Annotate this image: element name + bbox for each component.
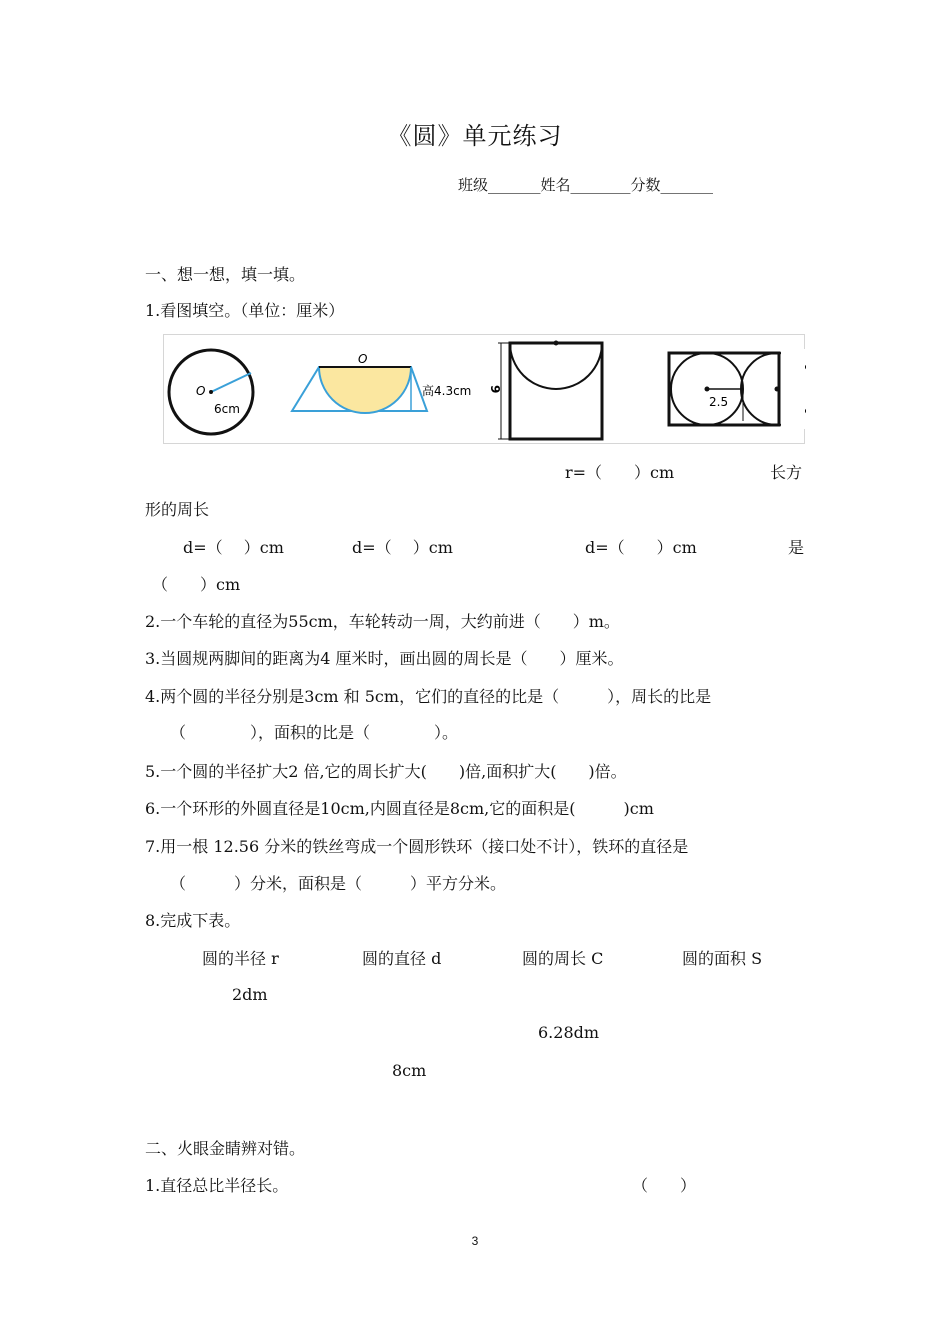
table-header-diameter: 圆的直径 d xyxy=(362,949,442,968)
page-title: 《圆》单元练习 xyxy=(387,122,563,150)
answer-is: 是 xyxy=(788,538,805,557)
true-false-answer-1: （ ） xyxy=(632,1176,697,1195)
page-number: 3 xyxy=(471,1234,479,1248)
table-cell-circumference: 6.28dm xyxy=(538,1023,600,1042)
question-4a: 4.两个圆的半径分别是3cm 和 5cm，它们的直径的比是（ ），周长的比是 xyxy=(145,687,712,706)
answer-rect-perimeter-b: 形的周长 xyxy=(145,500,210,519)
answer-cm: （ ）cm xyxy=(152,575,241,594)
fig2-center-label: O xyxy=(358,352,368,366)
figure-panel xyxy=(163,334,805,444)
question-7a: 7.用一根 12.56 分米的铁丝弯成一个圆形铁环（接口处不计），铁环的直径是 xyxy=(145,837,689,856)
answer-diameter-3: d=（ ）cm xyxy=(585,538,697,557)
fig2-height-label: 高4.3cm xyxy=(422,384,472,398)
fig1-radius-label: 6cm xyxy=(214,402,240,416)
question-6: 6.一个环形的外圆直径是10cm,内圆直径是8cm,它的面积是( )cm xyxy=(145,799,654,818)
true-false-question-1: 1.直径总比半径长。 xyxy=(145,1176,289,1195)
question-3: 3.当圆规两脚间的距离为4 厘米时，画出圆的周长是（ ）厘米。 xyxy=(145,649,624,668)
question-2: 2.一个车轮的直径为55cm，车轮转动一周，大约前进（ ）m。 xyxy=(145,612,620,631)
question-1: 1.看图填空。（单位：厘米） xyxy=(145,301,345,320)
semicircle-trapezoid-figure xyxy=(292,352,471,413)
fig1-center-label: O xyxy=(196,384,206,398)
table-header-radius: 圆的半径 r xyxy=(202,949,279,968)
answer-rect-perimeter-a: 长方 xyxy=(770,463,803,482)
answer-radius: r=（ ）cm xyxy=(565,463,675,482)
table-header-circumference: 圆的周长 C xyxy=(522,949,604,968)
fig3-side-label: 9 xyxy=(488,385,502,394)
two-circles-rectangle-figure xyxy=(669,349,806,429)
question-7b: （ ）分米，面积是（ ）平方分米。 xyxy=(170,874,507,893)
table-cell-diameter: 8cm xyxy=(392,1061,427,1080)
answer-diameter-1: d=（ ）cm xyxy=(183,538,284,557)
student-info-line: 班级_______姓名________分数_______ xyxy=(458,176,714,194)
section1-heading: 一、想一想，填一填。 xyxy=(145,265,306,284)
section2-heading: 二、火眼金睛辨对错。 xyxy=(145,1139,306,1158)
question-5: 5.一个圆的半径扩大2 倍,它的周长扩大( )倍,面积扩大( )倍。 xyxy=(145,762,627,781)
geometry-figures xyxy=(164,335,806,445)
table-header-area: 圆的面积 S xyxy=(682,949,763,968)
fig4-radius-label: 2.5 xyxy=(709,395,729,409)
question-4b: （ ），面积的比是（ ）。 xyxy=(170,723,459,742)
circle-figure xyxy=(169,350,253,434)
table-cell-radius: 2dm xyxy=(232,985,268,1004)
question-8: 8.完成下表。 xyxy=(145,911,241,930)
semicircle-square-figure xyxy=(488,341,602,440)
answer-diameter-2: d=（ ）cm xyxy=(352,538,453,557)
